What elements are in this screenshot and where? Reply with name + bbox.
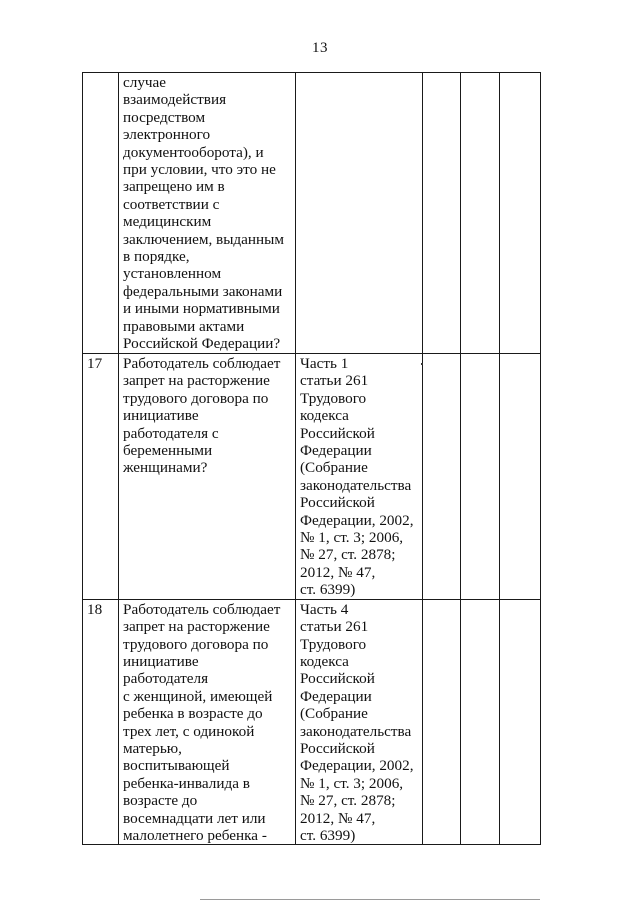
answer-not-applicable-cell xyxy=(500,599,541,845)
row-number: 17 xyxy=(83,354,119,600)
legal-reference-cell: Часть 4 статьи 261 Трудового кодекса Российской Федерации (Собрание законодательства Российской Федерации, 2002, № 1, ст. 3; 2006, № 27, ст. 2878; 2012, № 47, ст. 6399) xyxy=(296,599,423,845)
answer-no-cell xyxy=(461,73,500,354)
question-cell: Работодатель соблюдает запрет на расторжение трудового договора по инициативе работодателя с беременными женщинами? xyxy=(119,354,296,600)
table-row xyxy=(83,599,541,845)
answer-not-applicable-cell xyxy=(500,354,541,600)
table-row xyxy=(83,354,541,600)
answer-no-cell xyxy=(461,599,500,845)
answer-yes-cell xyxy=(423,73,461,354)
table-row xyxy=(83,73,541,354)
page-number: 13 xyxy=(312,40,328,56)
row-number xyxy=(83,73,119,354)
question-cell: случае взаимодействия посредством электронного документооборота), и при условии, что это не запрещено им в соответствии с медицинским заключением, выданным в порядке, установленном федеральными законами и иными нормативными правовыми актами Российской Федерации? xyxy=(119,73,296,354)
row-number: 18 xyxy=(83,599,119,845)
answer-yes-cell xyxy=(423,354,461,600)
legal-reference-cell: Часть 1 статьи 261 Трудового кодекса Российской Федерации (Собрание законодательства Российской Федерации, 2002, № 1, ст. 3; 2006, № 27, ст. 2878; 2012, № 47, ст. 6399) xyxy=(296,354,423,600)
answer-yes-cell xyxy=(423,599,461,845)
question-cell: Работодатель соблюдает запрет на расторжение трудового договора по инициативе работодателя с женщиной, имеющей ребенка в возрасте до трех лет, с одинокой матерью, воспитывающей ребенка-инвалида в возрасте до восемнадцати лет или малолетнего ребенка - xyxy=(119,599,296,845)
bottom-scan-edge xyxy=(200,899,540,900)
scan-speck xyxy=(421,363,423,365)
answer-no-cell xyxy=(461,354,500,600)
legal-reference-cell xyxy=(296,73,423,354)
answer-not-applicable-cell xyxy=(500,73,541,354)
checklist-table xyxy=(82,72,541,845)
